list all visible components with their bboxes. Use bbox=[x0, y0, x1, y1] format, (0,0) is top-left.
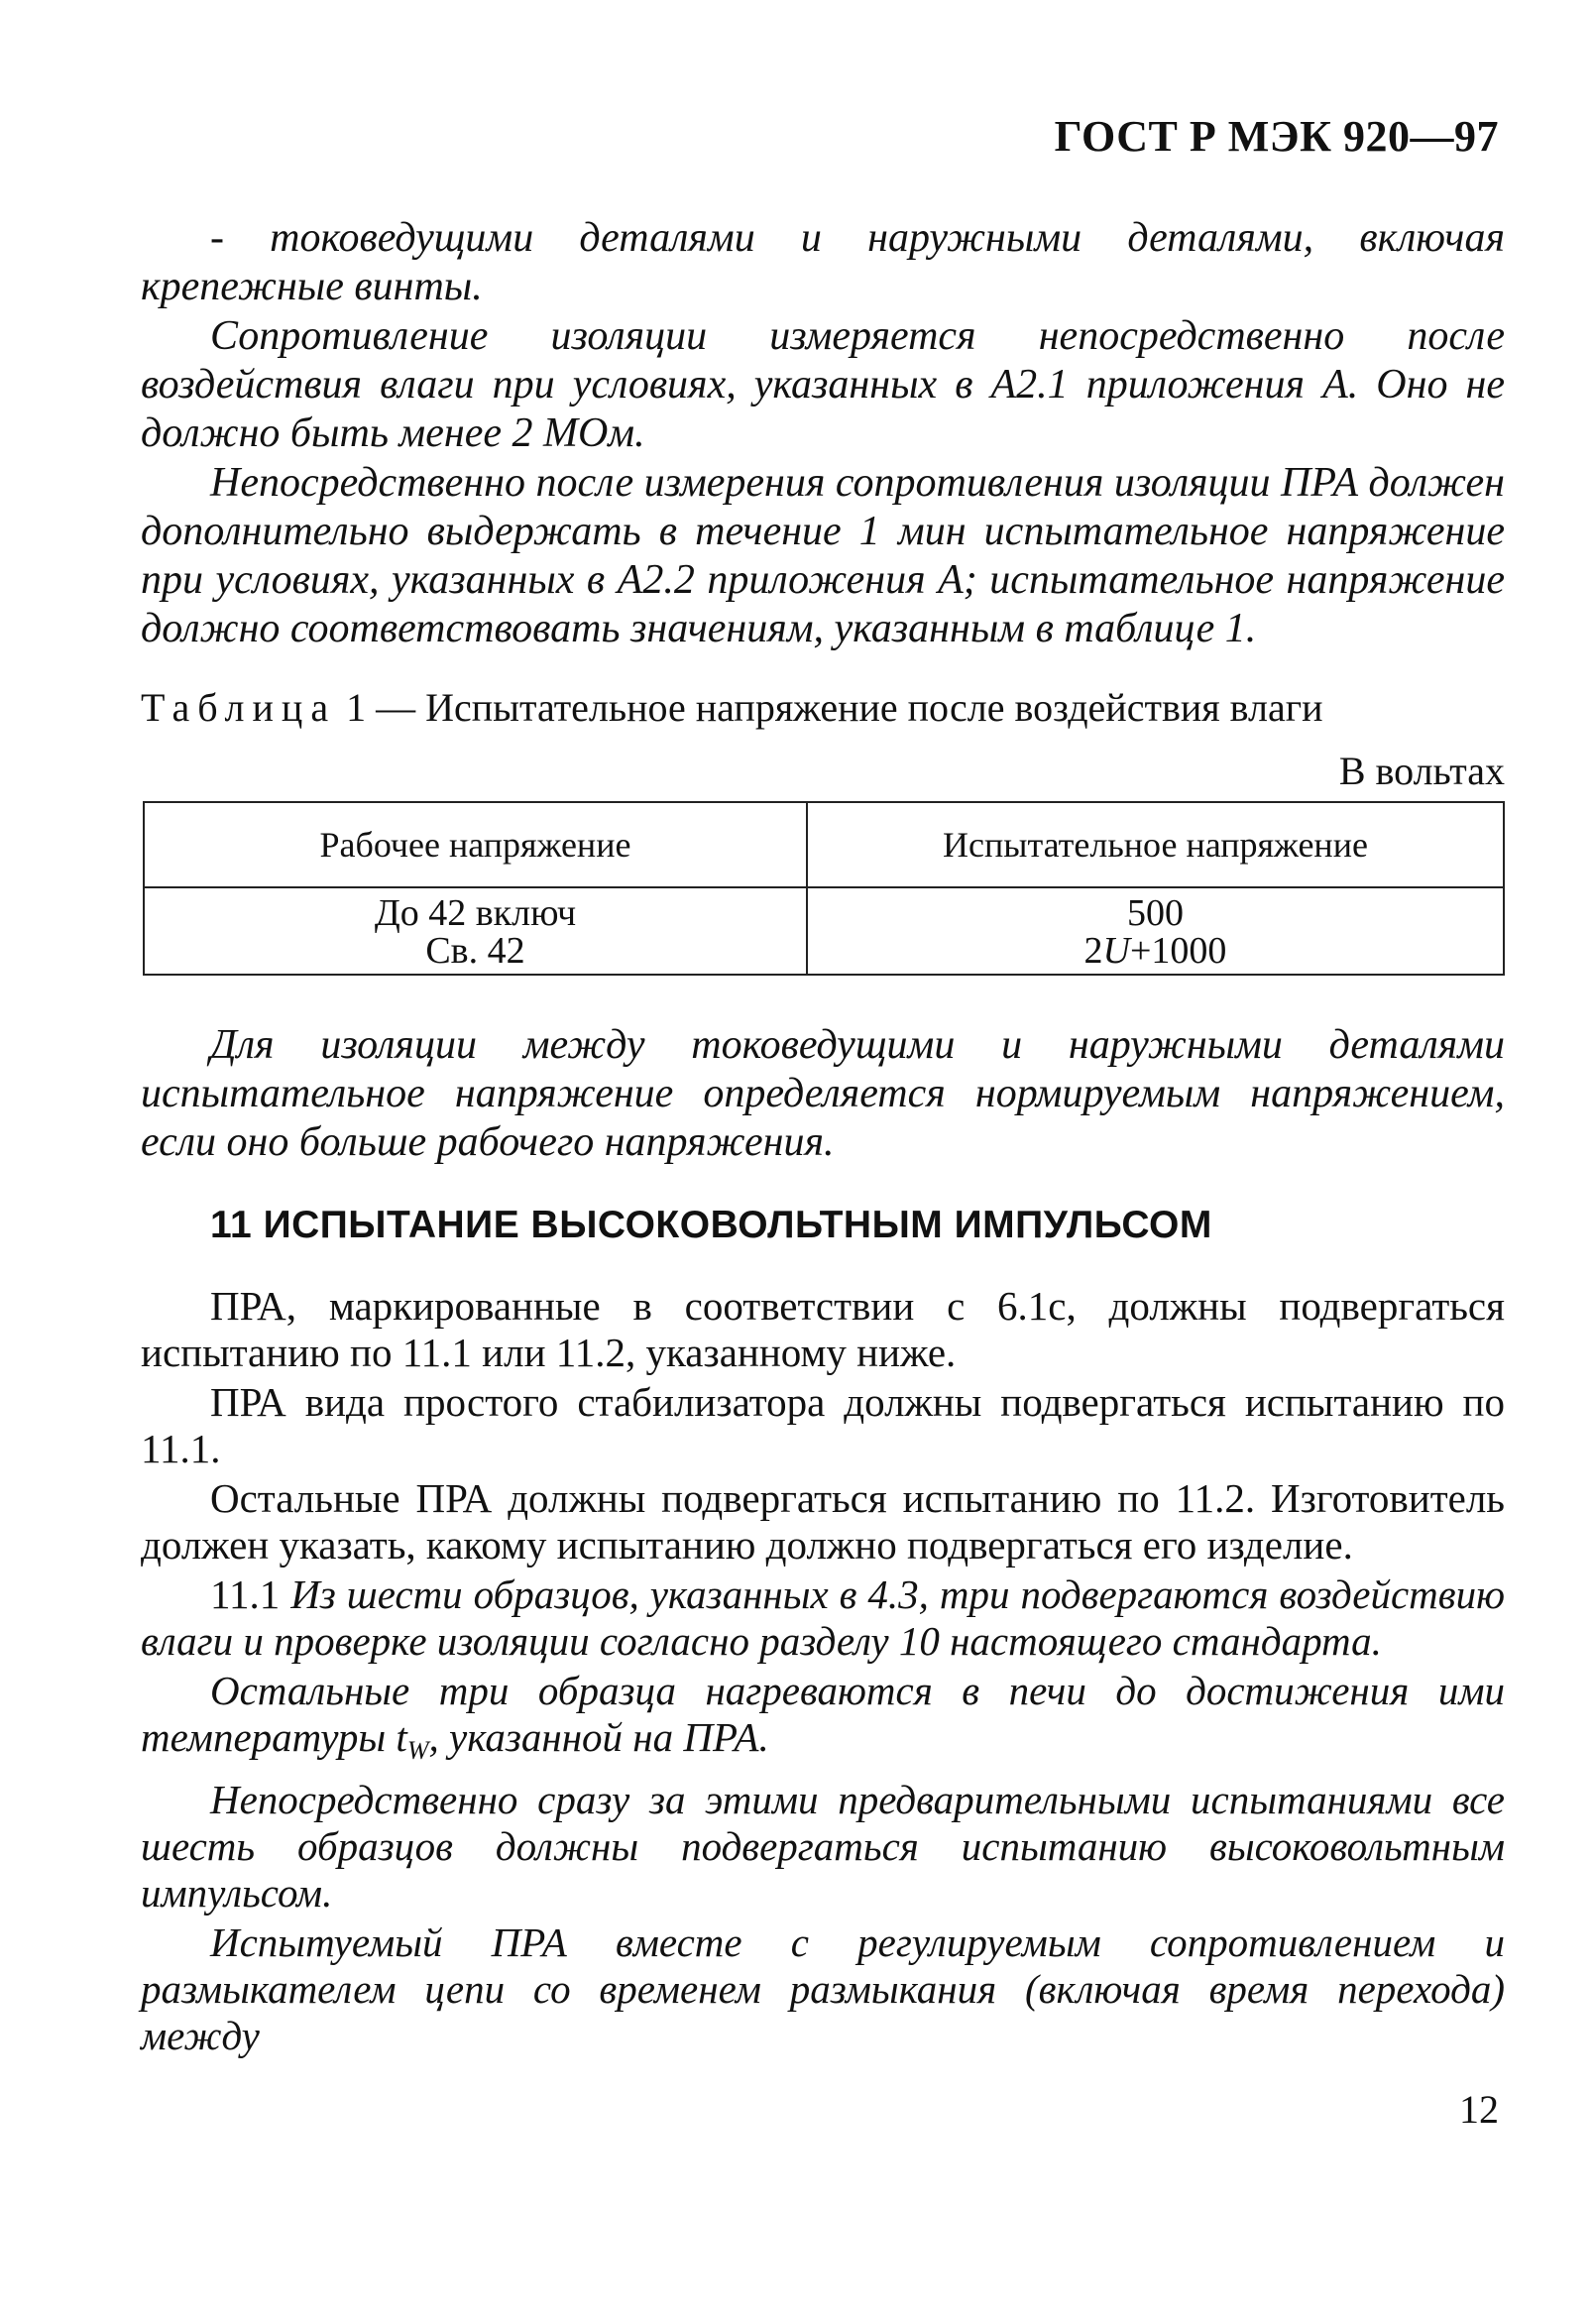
after-table-text bbox=[141, 1021, 1505, 1167]
test-voltage-value: 500 bbox=[1126, 892, 1184, 934]
formula-suffix: +1000 bbox=[1129, 930, 1227, 972]
paragraph: Остальные ПРА должны подвергаться испытанию по 11.2. Изготовитель должен указать, какому испытанию должно подвергаться его изделие. bbox=[141, 1475, 1505, 1568]
section-title: ИСПЫТАНИЕ ВЫСОКОВОЛЬТНЫМ ИМПУЛЬСОМ bbox=[263, 1204, 1212, 1246]
paragraph: Испытуемый ПРА вместе с регулируемым сопротивлением и размыкателем цепи со временем размыкания (включая время перехода) между bbox=[141, 1919, 1505, 2058]
clause-number: 11.1 bbox=[210, 1571, 281, 1617]
working-voltage-value: Св. 42 bbox=[425, 930, 525, 972]
standard-header: ГОСТ Р МЭК 920—97 bbox=[1054, 112, 1499, 161]
formula-variable: U bbox=[1102, 930, 1130, 972]
page-number: 12 bbox=[1459, 2087, 1499, 2132]
column-header-test-voltage: Испытательное напряжение bbox=[807, 802, 1504, 887]
clause-text: Из шести образцов, указанных в 4.3, три подвергаются воздействию влаги и проверке изоляции согласно разделу 10 настоящего стандарта. bbox=[141, 1571, 1505, 1664]
table-caption-number: 1 bbox=[346, 685, 367, 730]
paragraph: Непосредственно после измерения сопротивления изоляции ПРА должен дополнительно выдержать в течение 1 мин испытательное напряжение при условиях, указанных в А2.2 приложения А; испытательное напряжение должно соответствовать значениям, указанным в таблице 1. bbox=[141, 460, 1505, 651]
formula-prefix: 2 bbox=[1083, 930, 1103, 972]
section-heading bbox=[210, 1204, 1212, 1247]
paragraph: Для изоляции между токоведущими и наружными деталями испытательное напряжение определяется нормируемым напряжением, если оно больше рабочего напряжения. bbox=[141, 1022, 1505, 1165]
working-voltage-cell bbox=[144, 887, 807, 975]
clause-11-1 bbox=[141, 1571, 1505, 1665]
text-fragment: , указанной на ПРА. bbox=[428, 1714, 769, 1760]
paragraph bbox=[141, 1668, 1505, 1774]
table-caption bbox=[141, 684, 1323, 731]
table-header-row bbox=[144, 802, 1504, 887]
test-voltage-cell bbox=[807, 887, 1504, 975]
table-row bbox=[144, 887, 1504, 975]
paragraph: ПРА вида простого стабилизатора должны подвергаться испытанию по 11.1. bbox=[141, 1379, 1505, 1471]
table-caption-label: Таблица bbox=[141, 685, 337, 730]
test-voltage-formula bbox=[808, 932, 1503, 970]
temperature-variable: t bbox=[396, 1714, 407, 1760]
section-number: 11 bbox=[210, 1204, 253, 1246]
text-fragment: Остальные три образца нагреваются в печи до достижения ими температуры bbox=[141, 1668, 1505, 1760]
intro-text bbox=[141, 214, 1505, 654]
paragraph: Непосредственно сразу за этими предварительными испытаниями все шесть образцов должны подвергаться испытанию высоковольтным импульсом. bbox=[141, 1777, 1505, 1916]
paragraph: Сопротивление изоляции измеряется непосредственно после воздействия влаги при условиях, указанных в А2.1 приложения А. Оно не должно быть менее 2 МОм. bbox=[141, 313, 1505, 456]
voltage-table bbox=[143, 801, 1505, 976]
column-header-working-voltage: Рабочее напряжение bbox=[144, 802, 807, 887]
temperature-subscript: W bbox=[406, 1736, 429, 1765]
working-voltage-value: До 42 включ bbox=[374, 892, 577, 934]
section-text bbox=[141, 1283, 1505, 2062]
paragraph: - токоведущими деталями и наружными деталями, включая крепежные винты. bbox=[141, 215, 1505, 309]
table-caption-text: — Испытательное напряжение после воздействия влаги bbox=[376, 685, 1323, 730]
table-unit: В вольтах bbox=[1338, 749, 1505, 793]
paragraph: ПРА, маркированные в соответствии с 6.1с, должны подвергаться испытанию по 11.1 или 11.2, указанному ниже. bbox=[141, 1283, 1505, 1375]
